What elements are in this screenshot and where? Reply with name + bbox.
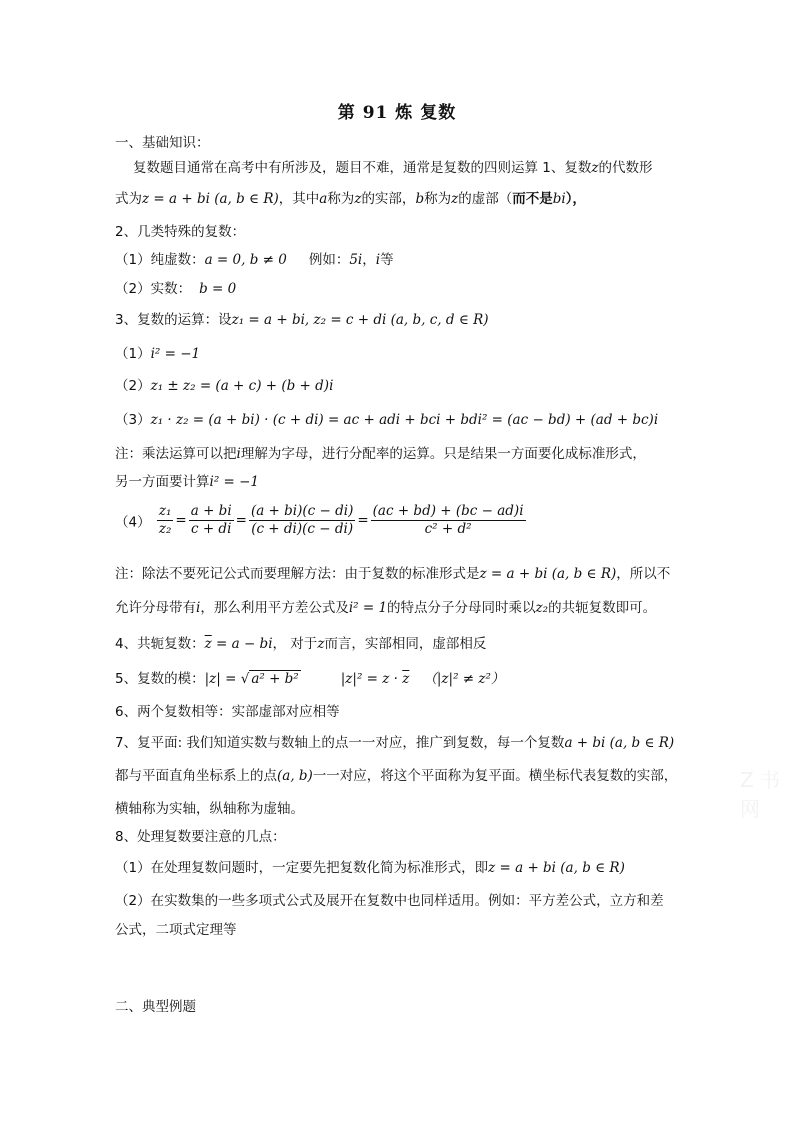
section-heading-basics: 一、基础知识： [115, 135, 210, 151]
fraction-ab-cd: $\frac{a + bi}{c + di}$ [190, 503, 232, 537]
item-7-line-1: 7、复平面: 我们知道实数与数轴上的点一一对应，推广到复数，每一个复数a + bi (a, b ∈ R) [115, 735, 675, 751]
item-7-line-2: 都与平面直角坐标系上的点(a, b)一一对应，将这个平面称为复平面。横坐标代表复数的实部， [115, 768, 678, 784]
fraction-result: $\frac{(ac + bd) + (bc - ad)i}{\text{c² + d²}}$ [372, 503, 524, 537]
item-2-2: （2）实数： b = 0 [115, 281, 237, 297]
fraction-conjugate-mult: $\frac{(a + bi)(c - di)}{(c + di)(c - di)}$ [250, 503, 354, 537]
intro-line-2: 式为z = a + bi (a, b ∈ R)，其中a称为z的实部，b称为z的虚部（而不是bi）， [115, 191, 586, 207]
item-2-1: （1）纯虚数：a = 0, b ≠ 0 例如：5i，i等 [115, 252, 394, 268]
item-3-4-division: （4） $\frac{\text{z₁}}{\text{z₂}}$ = $\frac{a + bi}{c + di}$ = $\frac{(a + bi)(c - di)}{(c + di)(c - di)}$ = $\frac{(ac + bd) + (bc - ad)i}{\text{c² + d²}}$ [115, 503, 524, 537]
item-8-1: （1）在处理复数问题时，一定要先把复数化简为标准形式，即z = a + bi (a, b ∈ R) [115, 860, 625, 876]
intro-line-1: 复数题目通常在高考中有所涉及，题目不难，通常是复数的四则运算 1、复数z的代数形 [133, 160, 653, 176]
item-3-heading: 3、复数的运算：设z₁ = a + bi, z₂ = c + di (a, b, c, d ∈ R) [115, 312, 489, 328]
page-title: 第 91 炼 复数 [337, 103, 457, 123]
item-5-modulus: 5、复数的模：|z| = √ a² + b² $|z|^2 = z \cdot \overline{z}$ （|z|² ≠ z²） [115, 671, 505, 687]
watermark: Z 书网 [740, 768, 781, 821]
item-4-conjugate: 4、共轭复数：$\overline{z} = a$ − bi， 对于z而言，实部相同，虚部相反 [115, 636, 487, 652]
item-8-heading: 8、处理复数要注意的几点： [115, 829, 286, 845]
item-2-heading: 2、几类特殊的复数： [115, 224, 246, 240]
emphasis-text: 而不是 [512, 191, 553, 207]
item-8-2-line-1: （2）在实数集的一些多项式公式及展开在复数中也同样适用。例如：平方差公式，立方和差 [115, 893, 664, 909]
item-6-equality: 6、两个复数相等：实部虚部对应相等 [115, 704, 340, 720]
item-3-1: （1）i² = −1 [115, 346, 201, 362]
item-7-line-3: 横轴称为实轴，纵轴称为虚轴。 [115, 801, 304, 817]
item-8-2-line-2: 公式，二项式定理等 [115, 922, 237, 938]
section-heading-examples: 二、典型例题 [115, 999, 196, 1015]
item-3-2: （2）z₁ ± z₂ = (a + c) + (b + d)i [115, 378, 334, 394]
note-multiplication-2: 另一方面要计算i² = −1 [115, 474, 260, 490]
note-division-2: 允许分母带有i，那么利用平方差公式及i² = 1的特点分子分母同时乘以z₂的共轭复数即可。 [115, 600, 657, 616]
note-division-1: 注：除法不要死记公式而要理解方法：由于复数的标准形式是z = a + bi (a, b ∈ R)，所以不 [115, 566, 671, 582]
fraction-z1-z2: $\frac{\text{z₁}}{\text{z₂}}$ [158, 503, 172, 537]
note-multiplication-1: 注：乘法运算可以把i理解为字母，进行分配率的运算。只是结果一方面要化成标准形式， [115, 446, 646, 462]
item-3-3: （3）z₁ · z₂ = (a + bi) · (c + di) = ac + adi + bci + bdi² = (ac − bd) + (ad + bc)i [115, 412, 659, 428]
